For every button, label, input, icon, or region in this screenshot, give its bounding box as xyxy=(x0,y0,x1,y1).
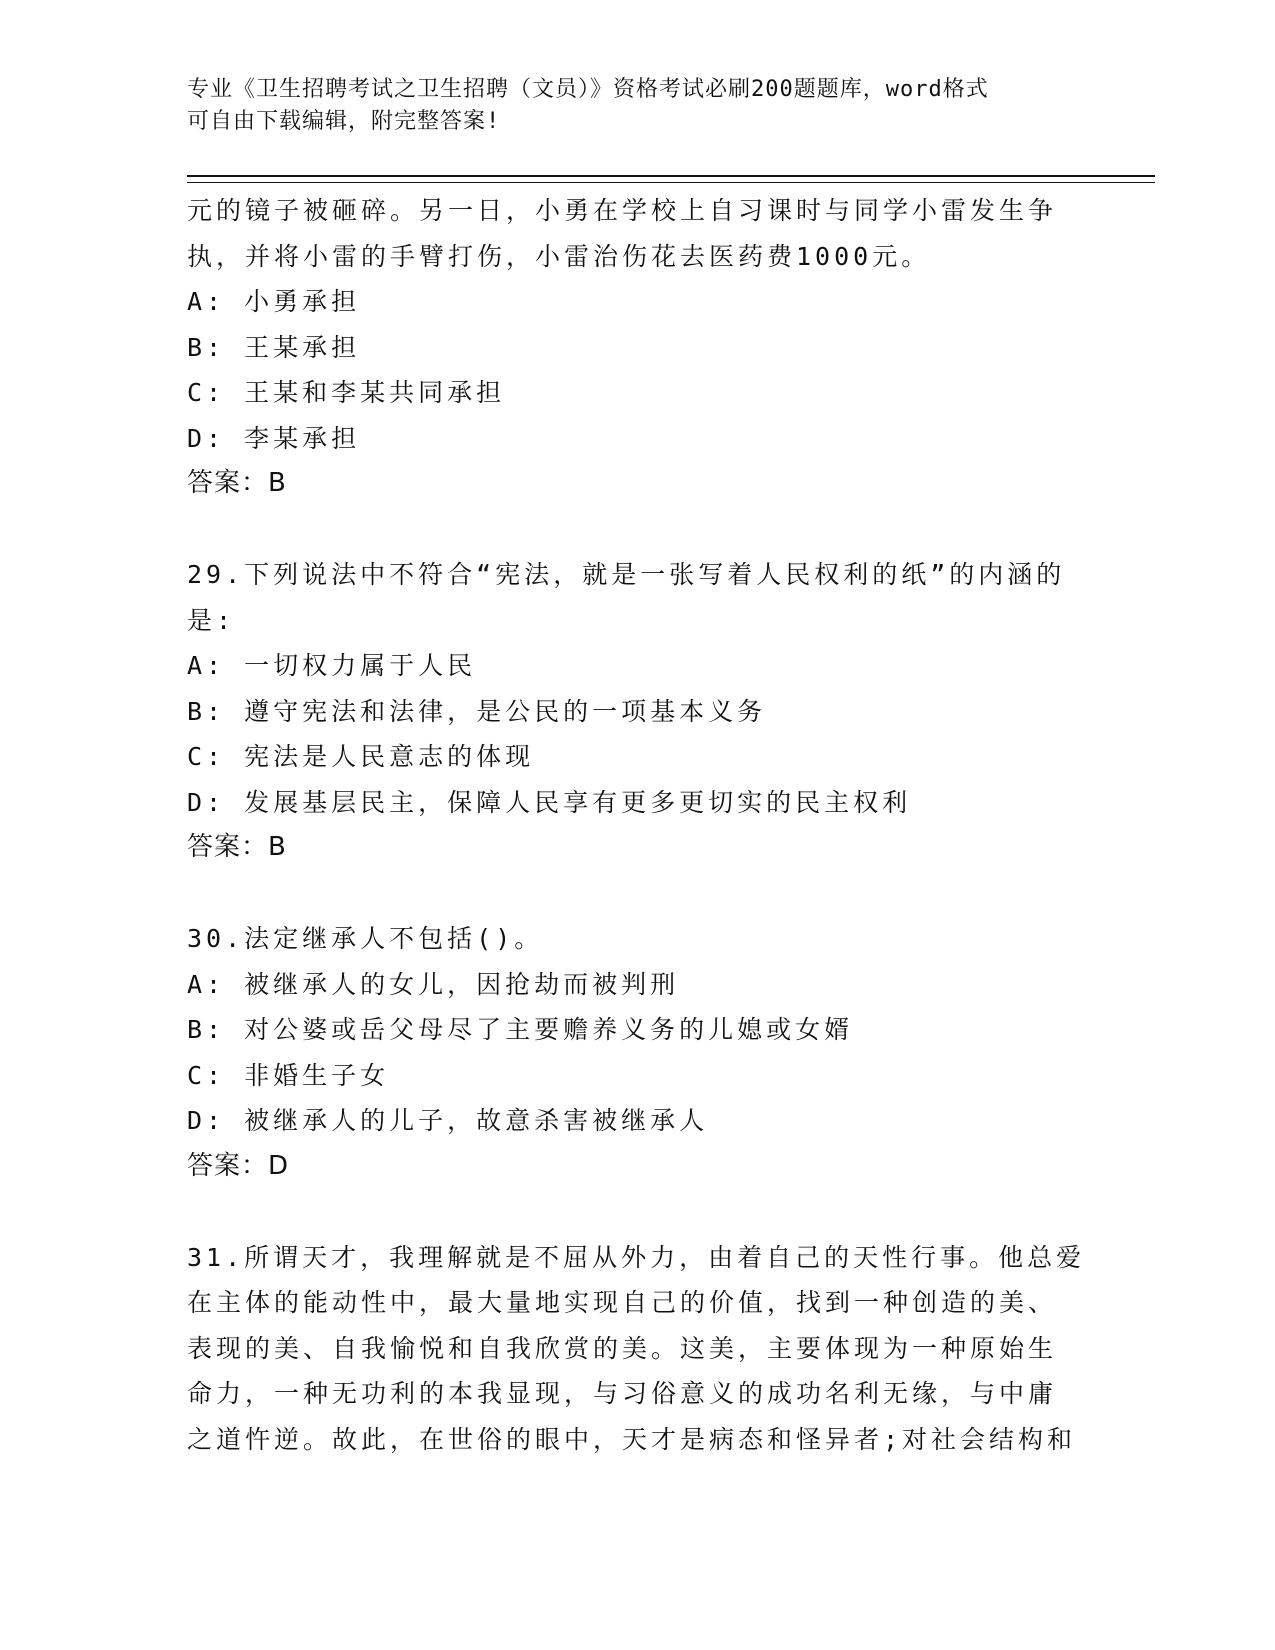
question-text: 30.法定继承人不包括()。 xyxy=(187,924,544,953)
option-a: A: 一切权力属于人民 xyxy=(187,651,477,680)
question-29 xyxy=(187,552,1087,871)
question-text: 在主体的能动性中，最大量地实现自己的价值，找到一种创造的美、 xyxy=(187,1288,1058,1317)
option-a: A: 被继承人的女儿，因抢劫而被判刑 xyxy=(187,969,680,999)
option-b: B: 对公婆或岳父母尽了主要赡养义务的儿媳或女婿 xyxy=(187,1015,854,1044)
spacer xyxy=(187,1189,1087,1235)
option-b: B: 王某承担 xyxy=(187,332,361,362)
option-c: C: 王某和李某共同承担 xyxy=(187,378,506,407)
question-text: 是: xyxy=(187,605,236,635)
question-30 xyxy=(187,916,1087,1189)
question-text: 31.所谓天才，我理解就是不屈从外力，由着自己的天性行事。他总爱 xyxy=(187,1242,1086,1272)
question-28-continuation xyxy=(187,188,1087,507)
question-text: 29.下列说法中不符合“宪法，就是一张写着人民权利的纸”的内涵的 xyxy=(187,560,1066,589)
answer-label: 答案：B xyxy=(187,832,287,862)
option-d: D: 被继承人的儿子，故意杀害被继承人 xyxy=(187,1106,709,1135)
header-line-1: 专业《卫生招聘考试之卫生招聘（文员）》资格考试必刷200题题库，word格式 xyxy=(187,77,989,102)
option-a: A: 小勇承担 xyxy=(187,287,361,316)
question-text: 命力，一种无功利的本我显现，与习俗意义的成功名利无缘，与中庸 xyxy=(187,1379,1058,1408)
option-c: C: 非婚生子女 xyxy=(187,1060,390,1090)
question-text: 表现的美、自我愉悦和自我欣赏的美。这美，主要体现为一种原始生 xyxy=(187,1333,1058,1363)
spacer xyxy=(187,507,1087,553)
answer-label: 答案：B xyxy=(187,468,287,498)
question-text: 之道忤逆。故此，在世俗的眼中，天才是病态和怪异者;对社会结构和 xyxy=(187,1424,1077,1454)
option-d: D: 发展基层民主，保障人民享有更多更切实的民主权利 xyxy=(187,787,912,817)
option-c: C: 宪法是人民意志的体现 xyxy=(187,742,535,771)
header-line-2: 可自由下载编辑，附完整答案! xyxy=(187,109,501,134)
option-b: B: 遵守宪法和法律，是公民的一项基本义务 xyxy=(187,696,767,726)
question-text: 元的镜子被砸碎。另一日，小勇在学校上自习课时与同学小雷发生争 xyxy=(187,196,1058,225)
document-header xyxy=(187,74,1087,138)
answer-label: 答案：D xyxy=(187,1150,290,1181)
option-d: D: 李某承担 xyxy=(187,423,361,453)
document-body xyxy=(187,188,1087,1462)
spacer xyxy=(187,871,1087,917)
question-31 xyxy=(187,1235,1087,1463)
header-divider xyxy=(187,175,1155,183)
question-text: 执，并将小雷的手臂打伤，小雷治伤花去医药费1000元。 xyxy=(187,241,931,271)
